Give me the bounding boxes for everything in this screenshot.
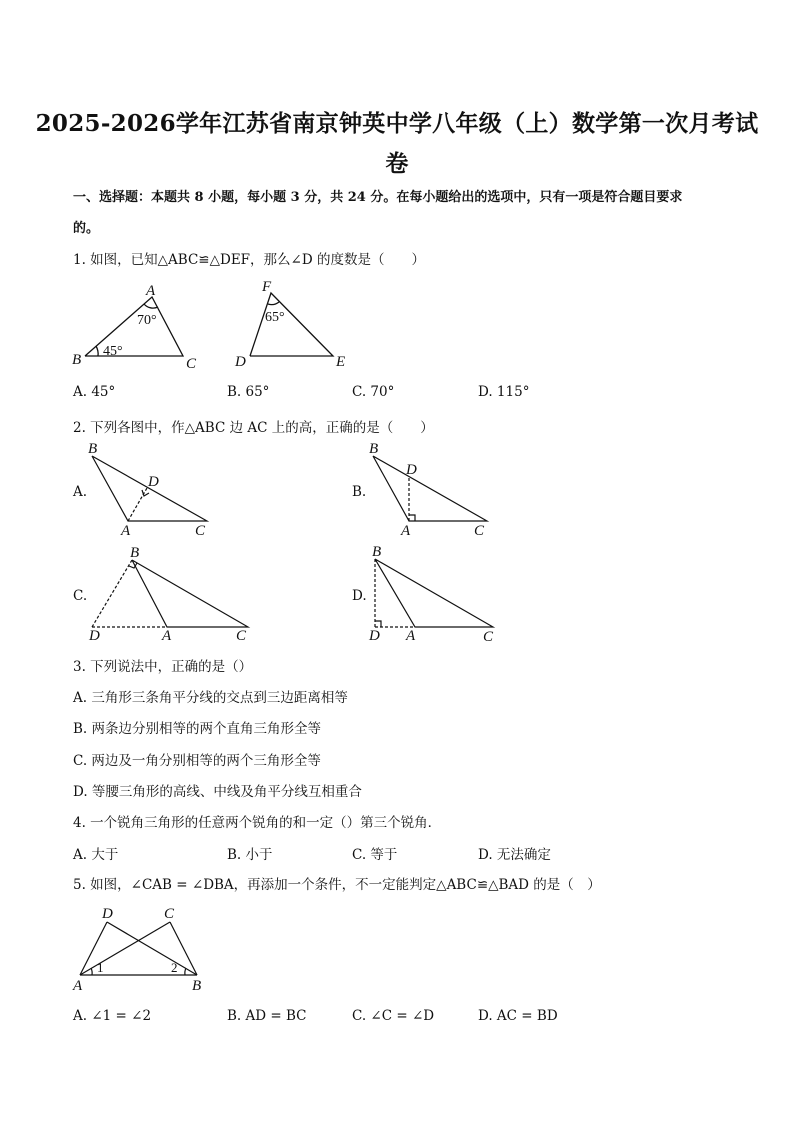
- q1-stem: 1. 如图，已知△ABC≌△DEF，那么∠D 的度数是（ ）: [73, 252, 425, 268]
- q2d-C: C: [483, 629, 494, 645]
- q5-label-B: B: [192, 978, 202, 994]
- q5-label-D: D: [102, 906, 113, 922]
- q5-label-A: A: [73, 978, 83, 994]
- q3-option-a[interactable]: A. 三角形三条角平分线的交点到三边距离相等: [73, 690, 348, 706]
- q1-option-d[interactable]: D. 115°: [478, 384, 530, 400]
- q1-angle-F: 65°: [265, 310, 285, 325]
- q2-option-d[interactable]: D.: [352, 588, 367, 604]
- q3-stem: 3. 下列说法中，正确的是（）: [73, 659, 253, 675]
- q2-option-b[interactable]: B.: [352, 484, 367, 500]
- q2b-B: B: [369, 441, 379, 457]
- q3-option-d[interactable]: D. 等腰三角形的高线、中线及角平分线互相重合: [73, 784, 362, 800]
- q1-label-E: E: [336, 354, 346, 370]
- q2b-C: C: [474, 523, 485, 539]
- q1-option-b[interactable]: B. 65°: [227, 384, 270, 400]
- q2d-B: B: [372, 544, 382, 560]
- section-header-line2: 的。: [73, 221, 100, 236]
- q1-label-C: C: [186, 356, 197, 372]
- q4-option-b[interactable]: B. 小于: [227, 847, 273, 863]
- exam-title-line1: 2025-2026学年江苏省南京钟英中学八年级（上）数学第一次月考试: [35, 110, 759, 137]
- q5-option-b[interactable]: B. AD = BC: [227, 1008, 307, 1024]
- q1-option-a[interactable]: A. 45°: [73, 384, 116, 400]
- q5-option-a[interactable]: A. ∠1 = ∠2: [73, 1008, 152, 1024]
- q1-label-A: A: [146, 283, 156, 299]
- q2c-A: A: [162, 628, 172, 644]
- q2a-C: C: [195, 523, 206, 539]
- q4-option-a[interactable]: A. 大于: [73, 847, 119, 863]
- q5-stem: 5. 如图，∠CAB = ∠DBA，再添加一个条件，不一定能判定△ABC≌△BAD 的是（ ）: [73, 877, 601, 893]
- q4-stem: 4. 一个锐角三角形的任意两个锐角的和一定（）第三个锐角．: [73, 815, 442, 831]
- exam-title-line2: 卷: [385, 150, 409, 177]
- q2b-D: D: [406, 462, 417, 478]
- q2-option-a[interactable]: A.: [73, 484, 88, 500]
- q2d-A: A: [406, 628, 416, 644]
- q5-option-c[interactable]: C. ∠C = ∠D: [352, 1008, 435, 1024]
- q5-label-C: C: [164, 906, 175, 922]
- q1-angle-A: 70°: [137, 313, 157, 328]
- q2b-A: A: [401, 523, 411, 539]
- q1-angle-B: 45°: [103, 344, 123, 359]
- q5-angle-2: 2: [171, 960, 178, 975]
- q5-angle-1: 1: [97, 960, 104, 975]
- q2c-B: B: [130, 545, 140, 561]
- q2a-D: D: [148, 474, 159, 490]
- q2-stem: 2. 下列各图中，作△ABC 边 AC 上的高，正确的是（ ）: [73, 420, 434, 436]
- q1-option-c[interactable]: C. 70°: [352, 384, 395, 400]
- q2c-C: C: [236, 628, 247, 644]
- q2-option-c[interactable]: C.: [73, 588, 88, 604]
- q2a-A: A: [121, 523, 131, 539]
- q1-label-F: F: [262, 279, 272, 295]
- q1-label-D: D: [235, 354, 246, 370]
- q4-option-d[interactable]: D. 无法确定: [478, 847, 551, 863]
- q2c-D: D: [89, 628, 100, 644]
- q3-option-c[interactable]: C. 两边及一角分别相等的两个三角形全等: [73, 753, 321, 769]
- q2a-B: B: [88, 441, 98, 457]
- section-header-line1: 一、选择题：本题共 8 小题，每小题 3 分，共 24 分。在每小题给出的选项中，只有一项是符合题目要求: [73, 190, 683, 205]
- q1-label-B: B: [72, 352, 82, 368]
- q2d-D: D: [369, 628, 380, 644]
- q3-option-b[interactable]: B. 两条边分别相等的两个直角三角形全等: [73, 721, 322, 737]
- q5-option-d[interactable]: D. AC = BD: [478, 1008, 558, 1024]
- q4-option-c[interactable]: C. 等于: [352, 847, 398, 863]
